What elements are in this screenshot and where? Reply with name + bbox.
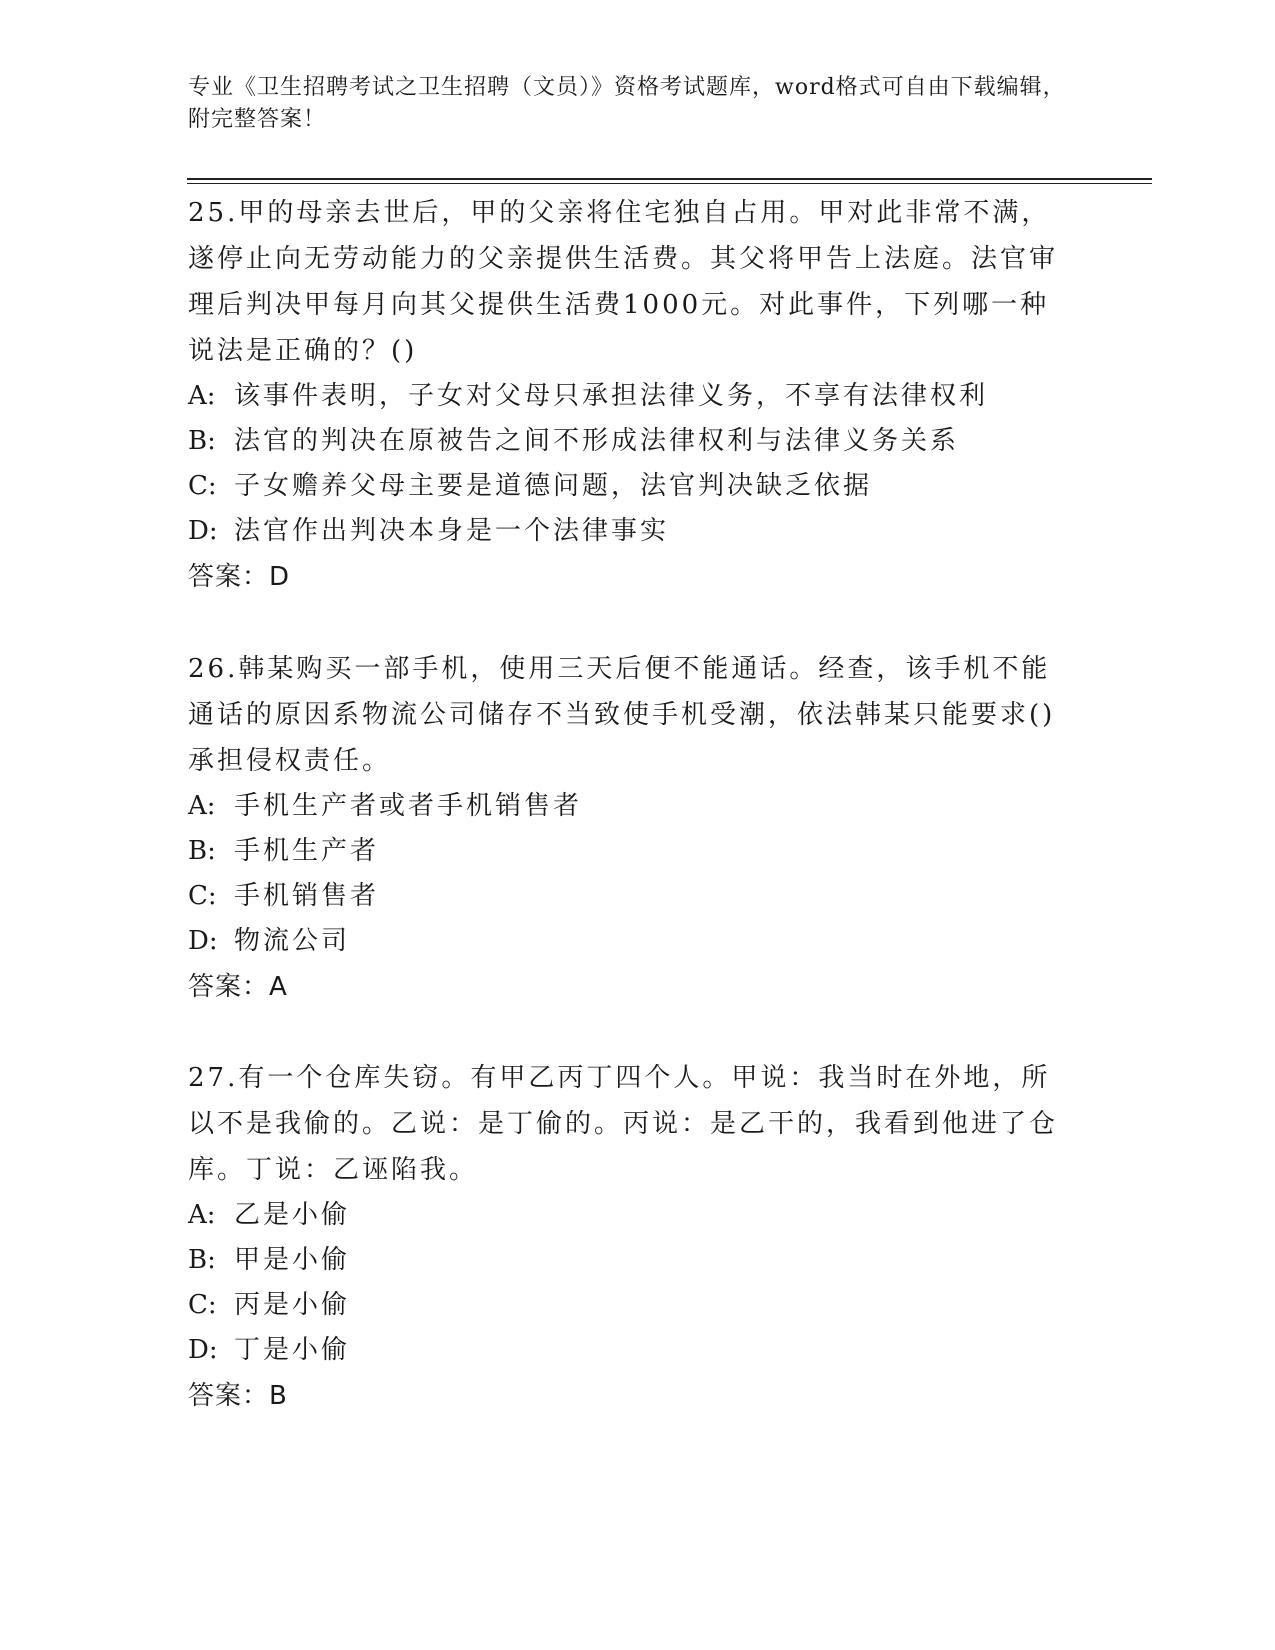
option-text: 法官作出判决本身是一个法律事实 bbox=[234, 516, 670, 546]
option-text: 子女赡养父母主要是道德问题，法官判决缺乏依据 bbox=[234, 471, 873, 501]
question-25 bbox=[188, 190, 1068, 600]
answer-line: 答案：A bbox=[188, 972, 288, 1002]
option-c bbox=[188, 464, 1068, 509]
option-d bbox=[188, 1328, 1068, 1373]
option-text: 丙是小偷 bbox=[234, 1290, 351, 1320]
question-stem: 26.韩某购买一部手机，使用三天后便不能通话。经查，该手机不能通话的原因系物流公司储存不当致使手机受潮，依法韩某只能要求()承担侵权责任。 bbox=[188, 654, 1056, 776]
option-text: 手机销售者 bbox=[234, 881, 380, 911]
option-key: B: bbox=[188, 426, 216, 456]
option-text: 乙是小偷 bbox=[234, 1200, 351, 1230]
question-stem: 27.有一个仓库失窃。有甲乙丙丁四个人。甲说：我当时在外地，所以不是我偷的。乙说：是丁偷的。丙说：是乙干的，我看到他进了仓库。丁说：乙诬陷我。 bbox=[188, 1063, 1059, 1185]
option-d bbox=[188, 919, 1068, 964]
question-stem: 25.甲的母亲去世后，甲的父亲将住宅独自占用。甲对此非常不满，遂停止向无劳动能力的父亲提供生活费。其父将甲告上法庭。法官审理后判决甲每月向其父提供生活费1000元。对此事件，下列哪一种说法是正确的？() bbox=[188, 198, 1059, 366]
option-key: D: bbox=[188, 926, 218, 956]
option-a bbox=[188, 784, 1068, 829]
option-text: 物流公司 bbox=[234, 926, 351, 956]
option-c bbox=[188, 874, 1068, 919]
option-b bbox=[188, 829, 1068, 874]
option-text: 手机生产者或者手机销售者 bbox=[234, 791, 583, 821]
option-text: 该事件表明，子女对父母只承担法律义务，不享有法律权利 bbox=[234, 381, 989, 411]
option-key: C: bbox=[188, 1290, 217, 1320]
option-key: A: bbox=[188, 1200, 216, 1230]
option-key: A: bbox=[188, 381, 216, 411]
answer-line: 答案：D bbox=[188, 562, 291, 592]
option-c bbox=[188, 1283, 1068, 1328]
option-key: C: bbox=[188, 881, 217, 911]
option-text: 丁是小偷 bbox=[234, 1335, 351, 1365]
option-a bbox=[188, 374, 1068, 419]
option-d bbox=[188, 509, 1068, 554]
option-text: 法官的判决在原被告之间不形成法律权利与法律义务关系 bbox=[234, 426, 960, 456]
header-rule-thin bbox=[187, 183, 1152, 184]
option-key: B: bbox=[188, 836, 216, 866]
option-key: A: bbox=[188, 791, 216, 821]
header-rule-thick bbox=[187, 178, 1152, 180]
question-27 bbox=[188, 1055, 1068, 1419]
option-a bbox=[188, 1193, 1068, 1238]
option-text: 手机生产者 bbox=[234, 836, 380, 866]
option-key: D: bbox=[188, 516, 218, 546]
option-text: 甲是小偷 bbox=[234, 1245, 351, 1275]
option-key: C: bbox=[188, 471, 217, 501]
option-b bbox=[188, 419, 1068, 464]
question-26 bbox=[188, 646, 1068, 1010]
option-key: B: bbox=[188, 1245, 216, 1275]
answer-line: 答案：B bbox=[188, 1381, 288, 1411]
option-key: D: bbox=[188, 1335, 218, 1365]
document-header: 专业《卫生招聘考试之卫生招聘（文员）》资格考试题库，word格式可自由下载编辑，附完整答案！ bbox=[188, 75, 1066, 132]
option-b bbox=[188, 1238, 1068, 1283]
